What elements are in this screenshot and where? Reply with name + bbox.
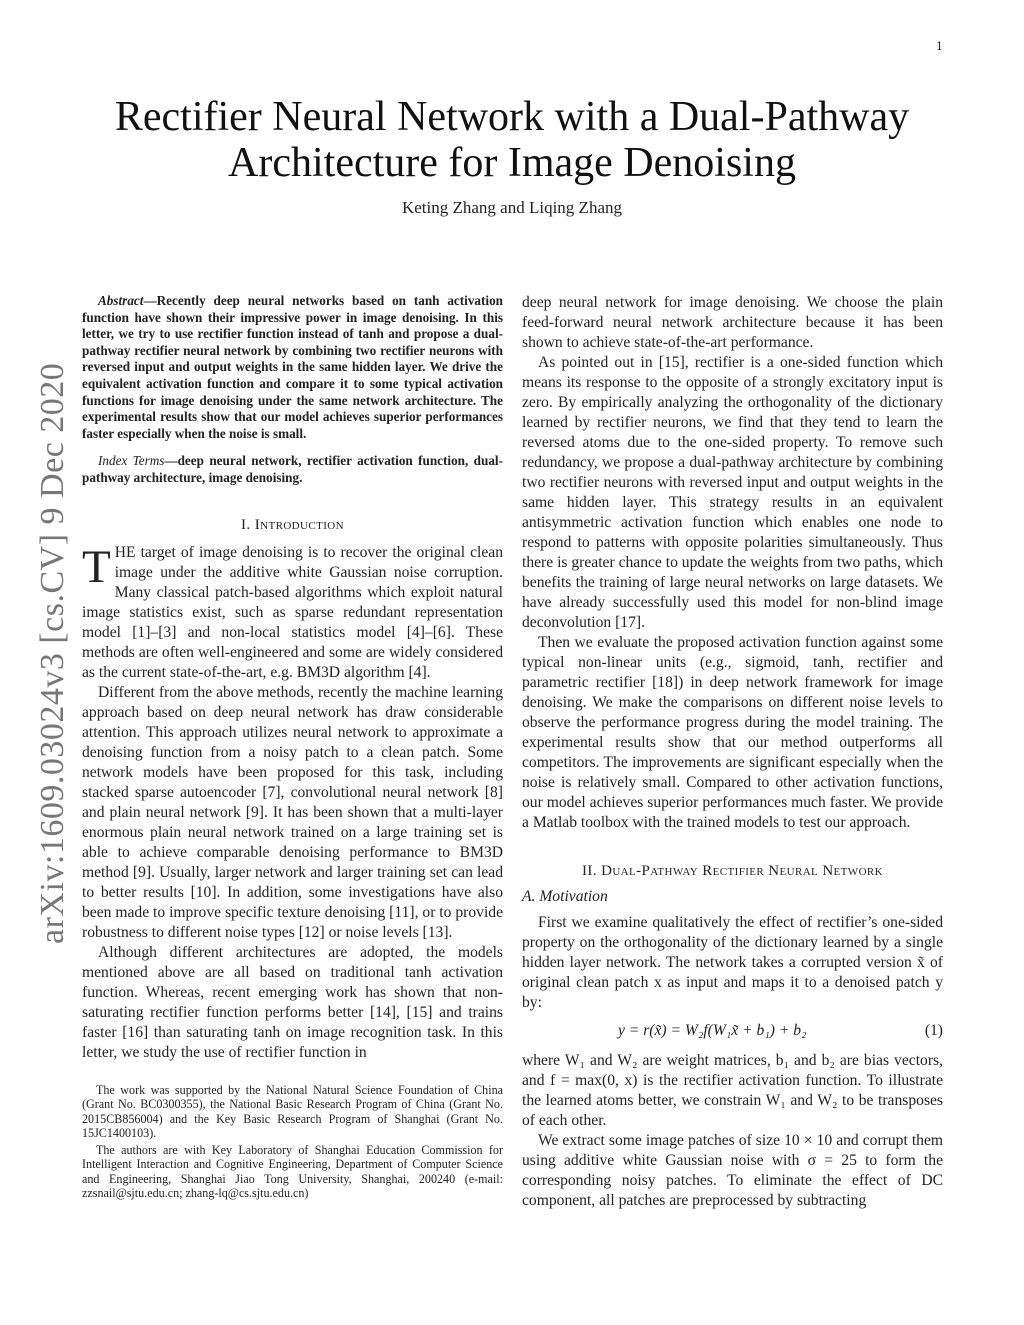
intro-paragraph-1-text: HE target of image denoising is to recover the original clean image under the additive white Gaussian noise corruption. Many classical patch-based algorithms which exploit natural image statistics exist, such as sparse redundant representation model [1]–[3] and non-local statistics model [4]–[6]. These methods are often well-engineered and some are widely considered as the current state-of-the-art, e.g. BM3D algorithm [4]. <box>82 543 503 681</box>
left-column <box>82 293 503 1203</box>
paper-title <box>80 94 944 186</box>
equation-1 <box>522 1021 943 1041</box>
index-terms-text: —deep neural network, rectifier activation function, dual-pathway architecture, image denoising. <box>82 453 503 485</box>
abstract <box>82 293 503 442</box>
title-line-1: Rectifier Neural Network with a Dual-Pathway <box>114 94 910 140</box>
right-column <box>522 293 943 1211</box>
index-terms <box>82 453 503 486</box>
footnote-funding: The work was supported by the National Natural Science Foundation of China (Grant No. BC0300355), the National Basic Research Program of China (Grant No. 2015CB856004) and the Key Basic Research Program of Shanghai (Grant No. 15JC1400103). <box>82 1082 503 1141</box>
drop-cap: T <box>82 540 111 593</box>
motivation-paragraph-1: First we examine qualitatively the effect of rectifier’s one-sided property on the orthogonality of the dictionary learned by a single hidden layer network. The network takes a corrupted version x̃ of original clean patch x as input and maps it to a denoised patch y by: <box>522 914 943 1011</box>
page-number: 1 <box>936 40 943 53</box>
motivation-paragraph-2: where W₁ and W₂ are weight matrices, b₁ and b₂ are bias vectors, and f = max(0, x) is the rectifier activation function. To illustrate the learned atoms better, we constrain W₁ and W₂ to be transposes of each other. <box>522 1052 943 1129</box>
index-terms-label: Index Terms <box>98 453 165 469</box>
abstract-label: Abstract <box>98 293 144 308</box>
section-heading-introduction: I. Introduction <box>241 516 344 533</box>
section-heading-dual-pathway: II. Dual-Pathway Rectifier Neural Network <box>582 863 883 879</box>
equation-body: y = r(x̃) = W₂f(W₁x̃ + b₁) + b₂ <box>618 1022 807 1039</box>
abstract-text: —Recently deep neural networks based on tanh activation function have shown their impressive power in image denoising. In this letter, we try to use rectifier function instead of tanh and propose a dual-pathway rectifier neural network by combining two rectifier neurons with reversed input and output weights in the same hidden layer. We drive the equivalent activation function and compare it to some typical activation functions for image denoising under the same network architecture. The experimental results show that our model achieves superior performances faster especially when the noise is small. <box>82 293 503 441</box>
intro-paragraph-1 <box>82 540 503 683</box>
footnotes <box>82 1083 503 1201</box>
right-paragraph-1: deep neural network for image denoising. We choose the plain feed-forward neural network architecture because it has been shown to achieve state-of-the-art performance. <box>522 294 943 351</box>
arxiv-stamp: arXiv:1609.03024v3 [cs.CV] 9 Dec 2020 <box>34 362 71 944</box>
subsection-heading-motivation: A. Motivation <box>522 888 608 905</box>
intro-paragraph-2: Different from the above methods, recently the machine learning approach based on deep neural network has draw considerable attention. This approach utilizes neural network to approximate a denoising function from a noisy patch to a clean patch. Some network models have been proposed for this task, including stacked sparse autoencoder [7], convolutional neural network [8] and plain neural network [9]. It has been shown that a multi-layer enormous plain neural network trained on a large training set is able to achieve comparable denoising performance to BM3D method [9]. Usually, larger network and larger training set can lead to better results [10]. In addition, some investigations have also been made to improve specific texture denoising [11], or to provide robustness to different noise types [12] or noise levels [13]. <box>82 683 503 941</box>
right-paragraph-3: Then we evaluate the proposed activation function against some typical non-linear units (e.g., sigmoid, tanh, rectifier and parametric rectifier [18]) in deep network framework for image denoising. We make the comparisons on different noise levels to observe the performance progress during the model training. The experimental results show that our method outperforms all competitors. The improvements are significant especially when the noise is relatively small. Compared to other activation functions, our model achieves superior performances much faster. We provide a Matlab toolbox with the trained models to test our approach. <box>522 634 943 831</box>
motivation-paragraph-3: We extract some image patches of size 10 × 10 and corrupt them using additive white Gaussian noise with σ = 25 to form the corresponding noisy patches. To eliminate the effect of DC component, all patches are preprocessed by subtracting <box>522 1132 943 1209</box>
intro-paragraph-3: Although different architectures are adopted, the models mentioned above are all based on traditional tanh activation function. Whereas, recent emerging work has shown that non-saturating rectifier function performs better [14], [15] and trains faster [16] than saturating tanh on image recognition task. In this letter, we study the use of rectifier function in <box>82 943 503 1061</box>
right-paragraph-2: As pointed out in [15], rectifier is a one-sided function which means its response to the opposite of a strongly excitatory input is zero. By empirically analyzing the orthogonality of the dictionary learned by rectifier neurons, we find that they tend to learn the reversed atoms due to the one-sided property. To remove such redundancy, we propose a dual-pathway architecture by combining two rectifier neurons with reversed input and output weights in the same hidden layer. This strategy results in an equivalent antisymmetric activation function which enables one node to respond to patterns with opposite polarities simultaneously. Thus there is greater chance to update the weights from two paths, which benefits the training of large neural networks on large datasets. We have already successfully used this model for non-blind image deconvolution [17]. <box>522 354 943 631</box>
title-line-2: Architecture for Image Denoising <box>228 140 796 186</box>
equation-number: (1) <box>924 1022 943 1039</box>
authors: Keting Zhang and Liqing Zhang <box>401 198 622 217</box>
footnote-affiliation: The authors are with Key Laboratory of Shanghai Education Commission for Intelligent Interaction and Cognitive Engineering, Department of Computer Science and Engineering, Shanghai Jiao Tong University, Shanghai, 200240 (e-mail: zzsnail@sjtu.edu.cn; zhang-lq@cs.sjtu.edu.cn) <box>82 1142 503 1201</box>
